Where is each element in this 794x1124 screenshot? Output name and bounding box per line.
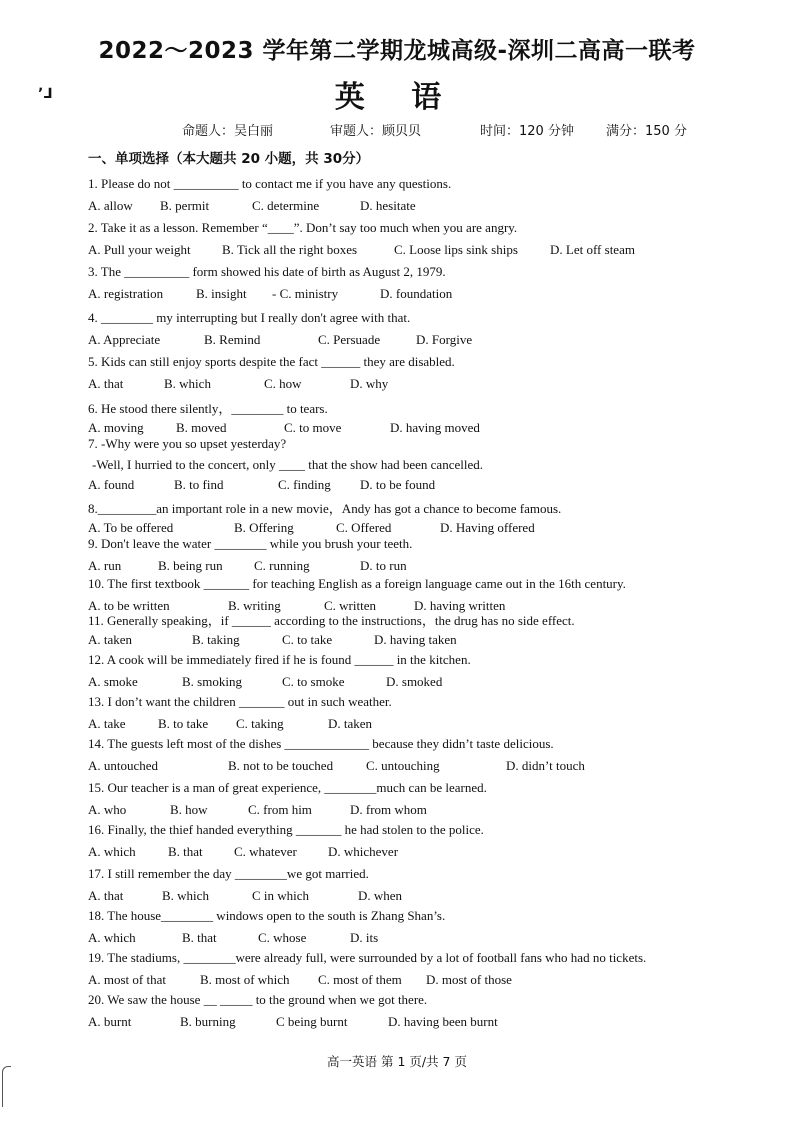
option-6-b[interactable]: B. moved	[176, 420, 227, 435]
option-17-a[interactable]: A. that	[88, 888, 124, 903]
option-3-d[interactable]: D. foundation	[380, 286, 453, 301]
question-stem-6: 6. He stood there silently，________ to tears.	[88, 401, 328, 416]
option-10-d[interactable]: D. having written	[414, 598, 506, 613]
options-row-12	[88, 674, 728, 692]
options-row-7	[88, 477, 728, 495]
options-row-4	[88, 332, 728, 350]
option-1-c[interactable]: C. determine	[252, 198, 320, 213]
option-3-b[interactable]: B. insight	[196, 286, 247, 301]
question-stem-20: 20. We saw the house __ _____ to the ground when we got there.	[88, 992, 428, 1007]
option-11-b[interactable]: B. taking	[192, 632, 240, 647]
time-label: 时间：120 分钟	[480, 124, 574, 139]
option-5-a[interactable]: A. that	[88, 376, 124, 391]
option-7-d[interactable]: D. to be found	[360, 477, 436, 492]
option-4-a[interactable]: A. Appreciate	[88, 332, 161, 347]
options-row-16	[88, 844, 728, 862]
option-5-d[interactable]: D. why	[350, 376, 389, 391]
option-9-a[interactable]: A. run	[88, 558, 122, 573]
reviewer-label: 审题人：顾贝贝	[330, 124, 422, 139]
handwritten-mark: ʼ⅃	[38, 86, 53, 102]
option-17-b[interactable]: B. which	[162, 888, 209, 903]
option-16-a[interactable]: A. which	[88, 844, 136, 859]
option-2-a[interactable]: A. Pull your weight	[88, 242, 191, 257]
option-4-d[interactable]: D. Forgive	[416, 332, 473, 347]
subject-title: 英 语	[334, 80, 460, 115]
option-5-b[interactable]: B. which	[164, 376, 211, 391]
option-20-a[interactable]: A. burnt	[88, 1014, 132, 1029]
option-19-c[interactable]: C. most of them	[318, 972, 402, 987]
question-stem-14: 14. The guests left most of the dishes _____________ because they didn’t taste delicious.	[88, 736, 554, 751]
option-5-c[interactable]: C. how	[264, 376, 302, 391]
options-row-15	[88, 802, 728, 820]
option-17-c[interactable]: C in which	[252, 888, 310, 903]
question-stem-16: 16. Finally, the thief handed everything _______ he had stolen to the police.	[88, 822, 484, 837]
option-1-b[interactable]: B. permit	[160, 198, 210, 213]
option-14-d[interactable]: D. didn’t touch	[506, 758, 585, 773]
question-stem-12: 12. A cook will be immediately fired if he is found ______ in the kitchen.	[88, 652, 471, 667]
option-16-d[interactable]: D. whichever	[328, 844, 399, 859]
option-9-d[interactable]: D. to run	[360, 558, 407, 573]
option-1-a[interactable]: A. allow	[88, 198, 133, 213]
options-row-3	[88, 286, 728, 304]
option-18-d[interactable]: D. its	[350, 930, 379, 945]
question-stem-3: 3. The __________ form showed his date of birth as August 2, 1979.	[88, 264, 446, 279]
option-10-c[interactable]: C. written	[324, 598, 376, 613]
question-stem-7-reply: -Well, I hurried to the concert, only ____ that the show had been cancelled.	[92, 457, 483, 472]
question-stem-5: 5. Kids can still enjoy sports despite the fact ______ they are disabled.	[88, 354, 455, 369]
question-stem-10: 10. The first textbook _______ for teaching English as a foreign language came out in the 16th century.	[88, 576, 626, 591]
options-row-11	[88, 632, 728, 650]
option-9-c[interactable]: C. running	[254, 558, 310, 573]
option-20-c[interactable]: C being burnt	[276, 1014, 348, 1029]
page-footer: 高一英语 第 1 页/共 7 页	[327, 1054, 467, 1069]
options-row-9	[88, 558, 728, 576]
exam-title: 2022～2023 学年第二学期龙城高级-深圳二高高一联考	[98, 38, 696, 64]
option-12-c[interactable]: C. to smoke	[282, 674, 345, 689]
question-stem-15: 15. Our teacher is a man of great experience, ________much can be learned.	[88, 780, 487, 795]
option-4-b[interactable]: B. Remind	[204, 332, 261, 347]
option-8-b[interactable]: B. Offering	[234, 520, 294, 535]
option-15-a[interactable]: A. who	[88, 802, 127, 817]
option-18-b[interactable]: B. that	[182, 930, 217, 945]
option-8-c[interactable]: C. Offered	[336, 520, 392, 535]
option-11-c[interactable]: C. to take	[282, 632, 333, 647]
options-row-17	[88, 888, 728, 906]
option-14-a[interactable]: A. untouched	[88, 758, 159, 773]
option-12-b[interactable]: B. smoking	[182, 674, 242, 689]
option-6-c[interactable]: C. to move	[284, 420, 342, 435]
option-14-c[interactable]: C. untouching	[366, 758, 440, 773]
option-13-a[interactable]: A. take	[88, 716, 126, 731]
question-stem-13: 13. I don’t want the children _______ out in such weather.	[88, 694, 392, 709]
option-13-b[interactable]: B. to take	[158, 716, 209, 731]
option-18-c[interactable]: C. whose	[258, 930, 307, 945]
option-20-b[interactable]: B. burning	[180, 1014, 236, 1029]
option-19-a[interactable]: A. most of that	[88, 972, 166, 987]
option-19-b[interactable]: B. most of which	[200, 972, 290, 987]
question-stem-11: 11. Generally speaking，if ______ according to the instructions，the drug has no side effect.	[88, 613, 575, 628]
option-10-b[interactable]: B. writing	[228, 598, 281, 613]
question-stem-17: 17. I still remember the day ________we got married.	[88, 866, 369, 881]
option-3-a[interactable]: A. registration	[88, 286, 164, 301]
option-15-c[interactable]: C. from him	[248, 802, 312, 817]
option-20-d[interactable]: D. having been burnt	[388, 1014, 498, 1029]
score-label: 满分：150 分	[606, 124, 687, 139]
options-row-5	[88, 376, 728, 394]
option-13-d[interactable]: D. taken	[328, 716, 373, 731]
options-row-14	[88, 758, 728, 776]
option-7-c[interactable]: C. finding	[278, 477, 331, 492]
option-16-b[interactable]: B. that	[168, 844, 203, 859]
option-18-a[interactable]: A. which	[88, 930, 136, 945]
options-row-19	[88, 972, 728, 990]
option-14-b[interactable]: B. not to be touched	[228, 758, 334, 773]
option-11-a[interactable]: A. taken	[88, 632, 133, 647]
question-stem-7: 7. -Why were you so upset yesterday?	[88, 436, 287, 451]
option-8-a[interactable]: A. To be offered	[88, 520, 174, 535]
option-12-a[interactable]: A. smoke	[88, 674, 138, 689]
option-13-c[interactable]: C. taking	[236, 716, 284, 731]
option-10-a[interactable]: A. to be written	[88, 598, 170, 613]
option-12-d[interactable]: D. smoked	[386, 674, 443, 689]
options-row-20	[88, 1014, 728, 1032]
options-row-2	[88, 242, 728, 260]
option-4-c[interactable]: C. Persuade	[318, 332, 381, 347]
question-stem-4: 4. ________ my interrupting but I really don't agree with that.	[88, 310, 411, 325]
option-17-d[interactable]: D. when	[358, 888, 403, 903]
option-11-d[interactable]: D. having taken	[374, 632, 457, 647]
setter-label: 命题人：吴白丽	[182, 124, 274, 139]
question-stem-1: 1. Please do not __________ to contact me if you have any questions.	[88, 176, 452, 191]
option-9-b[interactable]: B. being run	[158, 558, 223, 573]
option-16-c[interactable]: C. whatever	[234, 844, 297, 859]
option-7-b[interactable]: B. to find	[174, 477, 224, 492]
option-15-d[interactable]: D. from whom	[350, 802, 427, 817]
option-6-a[interactable]: A. moving	[88, 420, 144, 435]
option-19-d[interactable]: D. most of those	[426, 972, 512, 987]
option-6-d[interactable]: D. having moved	[390, 420, 480, 435]
question-stem-19: 19. The stadiums, ________were already full, were surrounded by a lot of football fans who had no tickets.	[88, 950, 647, 965]
question-stem-2: 2. Take it as a lesson. Remember “____”. Don’t say too much when you are angry.	[88, 220, 518, 235]
options-row-13	[88, 716, 728, 734]
option-2-b[interactable]: B. Tick all the right boxes	[222, 242, 358, 257]
question-stem-9: 9. Don't leave the water ________ while you brush your teeth.	[88, 536, 413, 551]
section-title: 一、单项选择（本大题共 20 小题，共 30分）	[88, 151, 370, 167]
option-15-b[interactable]: B. how	[170, 802, 208, 817]
option-8-d[interactable]: D. Having offered	[440, 520, 535, 535]
options-row-1	[88, 198, 728, 216]
option-7-a[interactable]: A. found	[88, 477, 135, 492]
option-2-d[interactable]: D. Let off steam	[550, 242, 635, 257]
option-1-d[interactable]: D. hesitate	[360, 198, 416, 213]
question-stem-8: 8._________an important role in a new movie，Andy has got a chance to become famous.	[88, 501, 562, 516]
scan-edge-mark	[2, 1066, 11, 1107]
question-stem-18: 18. The house________ windows open to the south is Zhang Shan’s.	[88, 908, 446, 923]
option-3-c[interactable]: - C. ministry	[272, 286, 339, 301]
options-row-18	[88, 930, 728, 948]
option-2-c[interactable]: C. Loose lips sink ships	[394, 242, 518, 257]
